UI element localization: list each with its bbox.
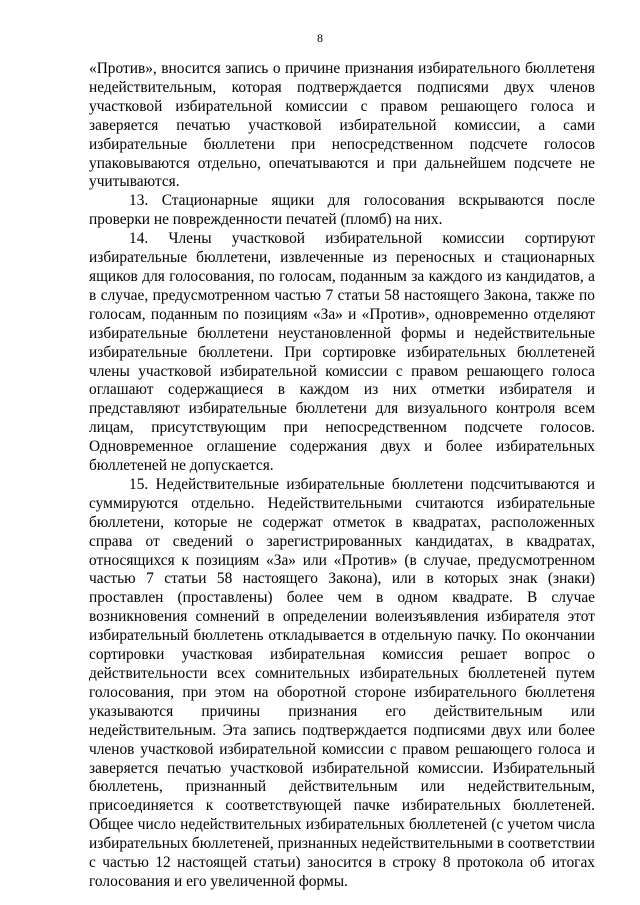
paragraph-15: 15. Недействительные избирательные бюллетени подсчитываются и суммируются отдельно. Недействительными считаются избирательные бюллетени, которые не содержат отметок в квадратах, расположенных справа от сведений о зарегистрированных кандидатах, в квадратах, относящихся к позициям «За» или «Против» (в случае, предусмотренном частью 7 статьи 58 настоящего Закона), или в которых знак (знаки) проставлен (проставлены) более чем в одном квадрате. В случае возникновения сомнений в определении волеизъявления избирателя этот избирательный бюллетень откладывается в отдельную пачку. По окончании сортировки участковая избирательная комиссия решает вопрос о действительности всех сомнительных избирательных бюллетеней путем голосования, при этом на оборотной стороне избирательного бюллетеня указываются причины признания его действительным или недействительным. Эта запись подтверждается подписями двух или более членов участковой избирательной комиссии с правом решающего голоса и заверяется печатью участковой избирательной комиссии. Избирательный бюллетень, признанный действительным или недействительным, присоединяется к соответствующей пачке избирательных бюллетеней. Общее число недействительных избирательных бюллетеней (с учетом числа избирательных бюллетеней, признанных недействительными в соответствии с частью 12 настоящей статьи) заносится в строку 8 протокола об итогах голосования и его увеличенной формы. xyxy=(89,475,595,890)
paragraph-13: 13. Стационарные ящики для голосования вскрываются после проверки не поврежденности печатей (пломб) на них. xyxy=(89,192,595,229)
page-number: 8 xyxy=(317,31,323,45)
paragraph-14: 14. Члены участковой избирательной комиссии сортируют избирательные бюллетени, извлеченные из переносных и стационарных ящиков для голосования, по голосам, поданным за каждого из кандидатов, а в случае, предусмотренном частью 7 статьи 58 настоящего Закона, также по голосам, поданным по позициям «За» и «Против», одновременно отделяют избирательные бюллетени неустановленной формы и недействительные избирательные бюллетени. При сортировке избирательных бюллетеней члены участковой избирательной комиссии с правом решающего голоса оглашают содержащиеся в каждом из них отметки избирателя и представляют избирательные бюллетени для визуального контроля всем лицам, присутствующим при непосредственном подсчете голосов. Одновременное оглашение содержания двух и более избирательных бюллетеней не допускается. xyxy=(89,230,595,475)
document-body xyxy=(89,60,595,892)
paragraph-continuation: «Против», вносится запись о причине признания избирательного бюллетеня недействительным, которая подтверждается подписями двух членов участковой избирательной комиссии с правом решающего голоса и заверяется печатью участковой избирательной комиссии, а сами избирательные бюллетени при непосредственном подсчете голосов упаковываются отдельно, опечатываются и при дальнейшем подсчете не учитываются. xyxy=(89,60,595,191)
